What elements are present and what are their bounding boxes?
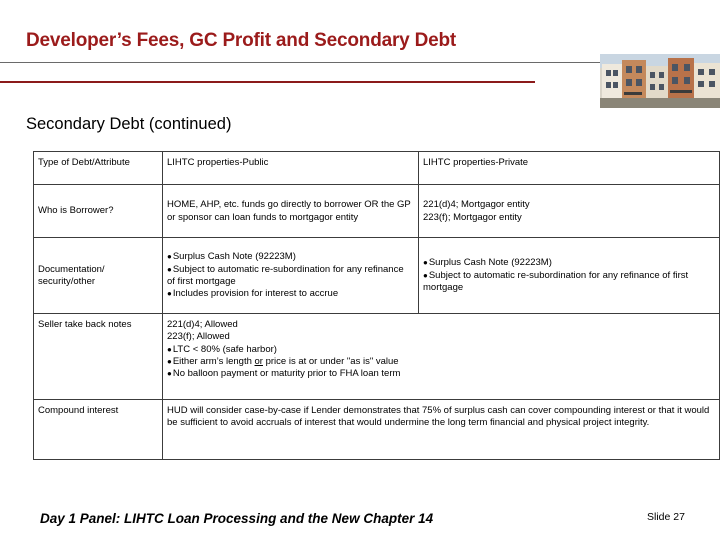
- list-item: ●Subject to automatic re-subordination for any refinance of first mortgage: [423, 269, 689, 294]
- table-row-compound-interest: [34, 400, 720, 460]
- section-subtitle: Secondary Debt (continued): [26, 115, 232, 133]
- seller-notes-line: 221(d)4; Allowed: [167, 319, 238, 330]
- list-item: ●Either arm’s length or price is at or under "as is" value: [167, 356, 399, 368]
- apartment-building-photo: [600, 54, 720, 108]
- list-item: ●Includes provision for interest to accrue: [167, 288, 339, 300]
- row-label-documentation: Documentation/ security/other: [34, 238, 163, 314]
- row-label-compound-interest: Compound interest: [34, 400, 163, 460]
- header-cell-private: LIHTC properties-Private: [419, 152, 720, 185]
- header-cell-type: Type of Debt/Attribute: [34, 152, 163, 185]
- bullet-icon: ●: [167, 289, 172, 299]
- borrower-private-line: 223(f); Mortgagor entity: [423, 211, 522, 223]
- borrower-public-cell: HOME, AHP, etc. funds go directly to borrower OR the GP or sponsor can loan funds to mortgagor entity: [163, 185, 419, 238]
- table-row-borrower: [34, 185, 720, 238]
- bullet-icon: ●: [423, 270, 428, 280]
- seller-notes-line: 223(f); Allowed: [167, 331, 230, 343]
- row-label-borrower: Who is Borrower?: [34, 185, 163, 238]
- list-item: ●No balloon payment or maturity prior to FHA loan term: [167, 368, 401, 380]
- documentation-private-cell: [419, 238, 720, 314]
- list-item: ●Surplus Cash Note (92223M): [167, 251, 296, 263]
- footer-text: Day 1 Panel: LIHTC Loan Processing and the New Chapter 14: [40, 511, 434, 526]
- table-row-documentation: [34, 238, 720, 314]
- bullet-icon: ●: [167, 344, 172, 354]
- compound-interest-cell: HUD will consider case-by-case if Lender demonstrates that 75% of surplus cash can cover compounding interest or that it would be sufficient to avoid accruals of interest that would undermine the long term financial and physical project integrity.: [163, 400, 720, 460]
- bullet-icon: ●: [167, 357, 172, 367]
- table-header-row: [34, 152, 720, 185]
- secondary-debt-table: [33, 151, 720, 460]
- bullet-icon: ●: [167, 369, 172, 379]
- list-item: ●LTC < 80% (safe harbor): [167, 343, 277, 355]
- slide-title: Developer’s Fees, GC Profit and Secondary Debt: [26, 30, 457, 51]
- borrower-private-cell: [419, 185, 720, 238]
- bullet-icon: ●: [167, 252, 172, 262]
- seller-notes-cell: [163, 314, 720, 400]
- list-item: ●Subject to automatic re-subordination for any refinance of first mortgage: [167, 263, 404, 287]
- header-cell-public: LIHTC properties-Public: [163, 152, 419, 185]
- bullet-icon: ●: [167, 264, 172, 274]
- slide-number: Slide 27: [647, 511, 685, 523]
- row-label-seller-notes: Seller take back notes: [34, 314, 163, 400]
- list-item: ●Surplus Cash Note (92223M): [423, 257, 552, 269]
- documentation-public-cell: [163, 238, 419, 314]
- accent-divider: [0, 81, 535, 83]
- bullet-icon: ●: [423, 258, 428, 268]
- table-row-seller-notes: [34, 314, 720, 400]
- borrower-private-line: 221(d)4; Mortgagor entity: [423, 199, 530, 211]
